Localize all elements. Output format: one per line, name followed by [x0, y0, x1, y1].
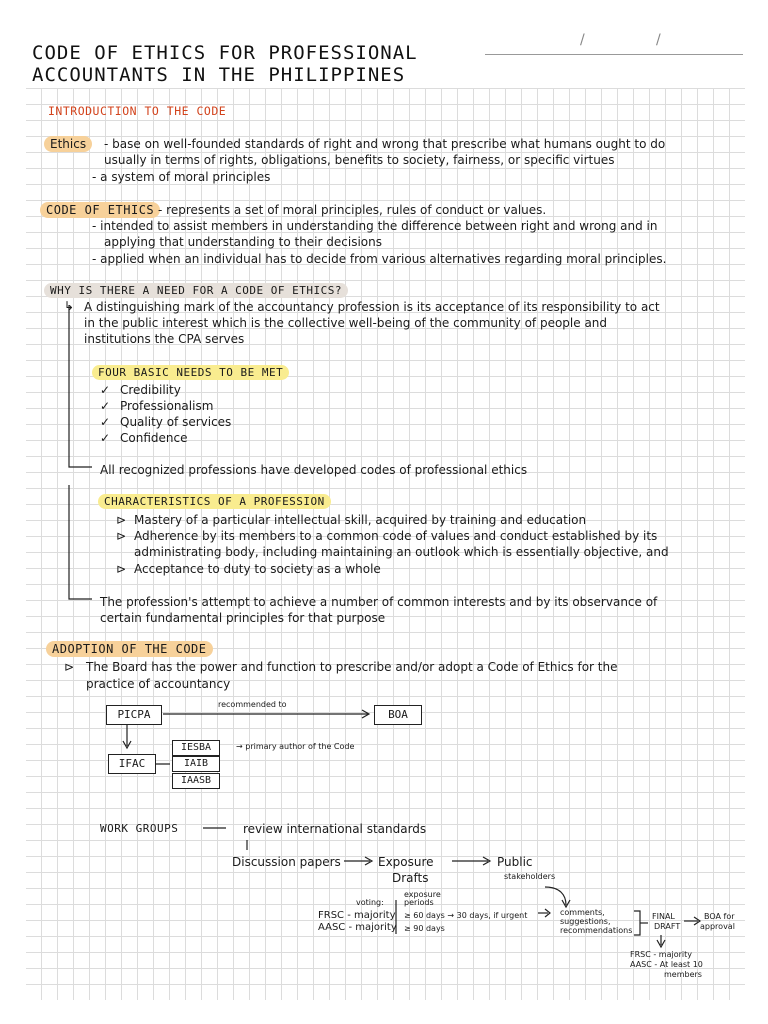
left-margin: [0, 0, 26, 1024]
bottom-margin: [0, 1000, 768, 1024]
why-heading: [44, 283, 348, 299]
comments-line1: comments,: [560, 908, 605, 917]
picpa-box: PICPA: [106, 705, 162, 725]
frsc-majority-voting: FRSC - majority: [318, 910, 396, 921]
check-icon: ✓: [100, 431, 111, 445]
aasc-final: AASC - At least 10: [630, 960, 703, 969]
need-item: Confidence: [120, 431, 188, 445]
ethics-def-line1: - base on well-founded standards of right and wrong that prescribe what humans ought to do: [104, 137, 666, 151]
char-heading-label: CHARACTERISTICS OF A PROFESSION: [98, 494, 331, 509]
exposure-periods-label: exposure periods: [404, 890, 441, 907]
check-icon: ✓: [100, 399, 111, 413]
ethics-def-line2: usually in terms of rights, obligations, benefits to society, fairness, or specific virtues: [104, 153, 615, 167]
ethics-term-label: Ethics: [44, 136, 92, 152]
check-icon: ✓: [100, 383, 111, 397]
iaib-box: IAIB: [172, 756, 220, 772]
why-line2: in the public interest which is the collective well-being of the community of people and: [84, 316, 608, 330]
coe-def-line4: - applied when an individual has to decide from various alternatives regarding moral principles.: [92, 252, 667, 266]
review-standards: review international standards: [243, 822, 427, 836]
exposure-60-days: ≥ 60 days → 30 days, if urgent: [404, 911, 528, 920]
ethics-def-line3: - a system of moral principles: [92, 170, 271, 184]
exposure-label: Exposure: [378, 855, 434, 869]
public-label: Public: [497, 855, 533, 869]
char-item-3: Acceptance to duty to society as a whole: [134, 562, 381, 576]
final-draft-line2: DRAFT: [654, 922, 681, 931]
frsc-final: FRSC - majority: [630, 950, 692, 959]
coe-def-line3: applying that understanding to their decisions: [104, 235, 382, 249]
char-item-2a: Adherence by its members to a common code of values and conduct established by its: [134, 529, 658, 543]
coe-def-line1: - represents a set of moral principles, rules of conduct or values.: [158, 203, 547, 217]
char-bullet-1: ⊳: [116, 513, 127, 527]
primary-author-note: → primary author of the Code: [236, 742, 355, 751]
char-item-1: Mastery of a particular intellectual skill, acquired by training and education: [134, 513, 587, 527]
why-heading-label: WHY IS THERE A NEED FOR A CODE OF ETHICS?: [44, 283, 348, 298]
ethics-term: [44, 136, 92, 152]
page-title-line2: ACCOUNTANTS IN THE PHILIPPINES: [32, 64, 406, 86]
adoption-line1: The Board has the power and function to prescribe and/or adopt a Code of Ethics for the: [86, 660, 618, 674]
header-rule: [485, 54, 743, 55]
ifac-box: IFAC: [108, 754, 156, 774]
adoption-heading-label: ADOPTION OF THE CODE: [46, 641, 213, 657]
exposure-90-days: ≥ 90 days: [404, 924, 445, 933]
why-arrow-icon: ↳: [64, 299, 75, 313]
adoption-line2: practice of accountancy: [86, 677, 231, 691]
work-groups: WORK GROUPS: [100, 822, 179, 835]
final-draft-line1: FINAL: [652, 912, 675, 921]
drafts-label: Drafts: [392, 871, 429, 885]
stakeholders-label: stakeholders: [504, 872, 556, 881]
coe-term: [40, 202, 160, 218]
aasc-majority-voting: AASC - majority: [318, 922, 397, 933]
all-recognized: All recognized professions have developed codes of professional ethics: [100, 463, 528, 477]
char-bullet-3: ⊳: [116, 562, 127, 576]
need-item: Professionalism: [120, 399, 214, 413]
attempt-line2: certain fundamental principles for that purpose: [100, 611, 386, 625]
check-icon: ✓: [100, 415, 111, 429]
date-slash-2: /: [656, 32, 661, 48]
page-title-line1: CODE OF ETHICS FOR PROFESSIONAL: [32, 42, 418, 64]
iaasb-box: IAASB: [172, 773, 220, 789]
date-slash-1: /: [580, 32, 585, 48]
char-item-2b: administrating body, including maintaining an outlook which is essentially objective, and: [134, 545, 669, 559]
boa-box: BOA: [374, 705, 422, 725]
boa-approval-line1: BOA for: [704, 912, 735, 921]
adoption-bullet: ⊳: [64, 660, 75, 674]
why-line3: institutions the CPA serves: [84, 332, 245, 346]
need-item: Credibility: [120, 383, 181, 397]
voting-label: voting:: [356, 898, 384, 907]
attempt-line1: The profession's attempt to achieve a number of common interests and by its observance of: [100, 595, 658, 609]
right-margin: [745, 0, 768, 1024]
discussion-papers: Discussion papers: [232, 855, 341, 869]
needs-heading: [92, 365, 289, 381]
recommended-label: recommended to: [218, 700, 287, 709]
needs-heading-label: FOUR BASIC NEEDS TO BE MET: [92, 365, 289, 380]
intro-heading: INTRODUCTION TO THE CODE: [48, 104, 227, 118]
aasc-final-members: members: [664, 970, 702, 979]
coe-term-label: CODE OF ETHICS: [40, 202, 160, 218]
coe-def-line2: - intended to assist members in understanding the difference between right and wrong and in: [92, 219, 658, 233]
char-heading: [98, 494, 331, 510]
comments-line3: recommendations: [560, 926, 633, 935]
why-line1: A distinguishing mark of the accountancy profession is its acceptance of its responsibility to act: [84, 300, 660, 314]
char-bullet-2: ⊳: [116, 529, 127, 543]
adoption-heading: [46, 641, 213, 657]
comments-line2: suggestions,: [560, 917, 611, 926]
need-item: Quality of services: [120, 415, 232, 429]
boa-approval-line2: approval: [700, 922, 735, 931]
iesba-box: IESBA: [172, 740, 220, 756]
